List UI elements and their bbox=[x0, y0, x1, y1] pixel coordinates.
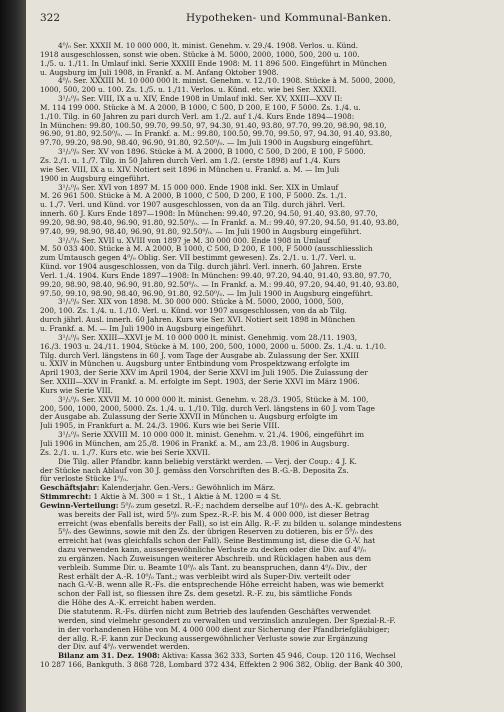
text-line bbox=[40, 405, 494, 414]
text-line bbox=[40, 60, 494, 69]
line-text: zu ergänzen. Nach Zuweisungen weiterer Abschreib. und Rücklagen haben aus dem bbox=[58, 554, 372, 563]
text-line bbox=[40, 431, 494, 440]
line-text: 5⁰/₀ zum gesetzl. R.-F.; nachdem derselbe auf 10⁰/₀ des A.-K. gebracht bbox=[118, 501, 379, 510]
line-text: 97.70, 99.20, 98.90, 98.40, 96.90, 91.80, 92.50⁰/₀. — Im Juli 1900 in Augsburg eingeführt. bbox=[40, 139, 374, 148]
line-text: schon der Fall ist, so fliessen ihre Zs. dem gesetzl. R.-F. zu, bis sämtliche Fonds bbox=[58, 590, 353, 599]
line-text: Die Tilg. aller Pfandbr. kann beliebig verstärkt werden. — Verj. der Coup.: 4 J. K. bbox=[58, 457, 357, 466]
line-text: u. Augsburg im Juli 1908, in Frankf. a. M. Anfang Oktober 1908. bbox=[40, 68, 279, 77]
text-line bbox=[40, 573, 494, 582]
text-line bbox=[40, 166, 494, 175]
line-text: M. 114 199 000. Stücke à M. A 2000, B 1000, C 500, D 200, E 100, F 5000. Zs. 1./4. u. bbox=[40, 103, 361, 112]
text-line bbox=[40, 369, 494, 378]
line-text: zum Umtausch gegen 4⁰/₀ Oblig. Ser. VII bestimmt gewesen). Zs. 2./1. u. 1./7. Verl. u. bbox=[40, 254, 357, 263]
line-text: 1918 ausgeschlossen, sonst wie oben. Stücke à M. 5000, 2000, 1000, 500, 200 u. 100. bbox=[40, 50, 360, 59]
line-text: 99.20, 98.90, 98.40, 96.90, 91.80, 92.50⁰/₀. — In Frankf. a. M.: 99.40, 97.20, 94.40, 91.40, 93.80, bbox=[40, 280, 399, 289]
book-gutter bbox=[0, 0, 26, 712]
text-line bbox=[40, 511, 494, 520]
line-text: wie Ser. VIII, IX a u. XIV. Notiert seit 1896 in München u. Frankf. a. M. — Im Juli bbox=[40, 165, 340, 174]
text-line bbox=[40, 484, 494, 493]
line-text: 96.90, 91.80, 92.50⁰/₀. — In Frankf. a. M.: 99.80, 100.50, 99.70, 99.50, 97, 94.30, 91.40, 93.80, bbox=[40, 130, 393, 139]
text-line bbox=[40, 422, 494, 431]
line-text: Verl. 1./4. 1904. Kurs Ende 1897—1908: In München: 99.40, 97.20, 94.40, 91.40, 93.80, 97.70, bbox=[40, 271, 392, 280]
text-line bbox=[40, 245, 494, 254]
text-line bbox=[40, 652, 494, 661]
text-line bbox=[40, 520, 494, 529]
text-line bbox=[40, 219, 494, 228]
line-text: M. 26 961 500. Stücke à M. A 2000, B 1000, C 500, D 200, E 100, F 5000. Zs. 1./1. bbox=[40, 192, 347, 201]
text-line bbox=[40, 475, 494, 484]
line-text: Die statutenm. R.-Fs. dürfen nicht zum Betrieb des laufenden Geschäftes verwendet bbox=[58, 608, 371, 616]
text-line bbox=[40, 528, 494, 537]
line-text: 16./3. 1903 u. 24./11. 1904, Stücke à M. 100, 200, 500, 1000, 2000 u. 5000. Zs. 1./4. u. 1./10. bbox=[40, 342, 387, 351]
text-line bbox=[40, 130, 494, 139]
line-text: innerh. 60 J. Kurs Ende 1897—1908: In München: 99.40, 97.20, 94.50, 91.40, 93.80, 97.70, bbox=[40, 210, 378, 219]
text-line bbox=[40, 104, 494, 113]
line-text: Tilg. durch Verl. längstens in 60 J. vom Tage der Ausgabe ab. Zulassung der Ser. XXIII bbox=[40, 351, 359, 360]
text-line bbox=[40, 343, 494, 352]
text-line bbox=[40, 254, 494, 263]
line-text: April 1903, der Serie XXV im April 1904, der Serie XXVI im Juli 1905. Die Zulassung der bbox=[40, 369, 368, 378]
line-text: erreicht (was ebenfalls bereits der Fall), so ist ein Allg. R.-F. zu bilden u. solange mindestens bbox=[58, 519, 402, 528]
section-label: Bilanz am 31. Dez. 1908: bbox=[58, 652, 160, 661]
line-text: Aktiva: Kassa 362 333, Sorten 45 946, Coup. 120 116, Wechsel bbox=[159, 652, 396, 661]
text-line bbox=[40, 378, 494, 387]
line-text: der Div. auf 4⁰/₀ verwendet werden. bbox=[58, 643, 190, 652]
line-text: Kurs wie Serie VIII. bbox=[40, 386, 113, 395]
text-line bbox=[40, 122, 494, 131]
text-line bbox=[40, 537, 494, 546]
line-text: was bereits der Fall ist, wird 5⁰/₀ zum Spez.-R.-F. bis M. 4 000 000, ist dieser Betrag bbox=[58, 510, 370, 519]
line-text: 3¹/₂⁰/₀ Ser. XV von 1896. Stücke à M. A 2000, B 1000, C 500, D 200, E 100, F 5000. bbox=[58, 148, 366, 157]
text-line bbox=[40, 352, 494, 361]
text-line bbox=[40, 281, 494, 290]
text-line bbox=[40, 635, 494, 644]
line-text: In München: 99.80, 100.50, 99.70, 99.50, 97, 94.30, 91.40, 93.80, 97.70, 99.20, 98.90, 98.10, bbox=[40, 121, 387, 130]
running-title: Hypotheken- und Kommunal-Banken. bbox=[186, 12, 392, 24]
text-line bbox=[40, 502, 494, 511]
line-text: 97.40, 99, 98.90, 98.40, 96.90, 91.80, 92.50⁰/₀. — Im Juli 1900 in Augsburg eingeführt. bbox=[40, 227, 362, 236]
line-text: 3¹/₂⁰/₀ Ser. XXVII M. 10 000 000 lt. minist. Genehm. v. 28./3. 1905, Stücke à M. 100, bbox=[58, 395, 369, 404]
text-line bbox=[40, 581, 494, 590]
line-text: 1 Aktie à M. 300 = 1 St., 1 Aktie à M. 1200 = 4 St. bbox=[91, 493, 282, 502]
text-line bbox=[40, 175, 494, 184]
text-line bbox=[40, 590, 494, 599]
line-text: 3¹/₂⁰/₀ Serie XXVIII M. 10 000 000 lt. minist. Genehm. v. 21./4. 1906, eingeführt im bbox=[58, 431, 365, 440]
line-text: der allg. R.-F. kann zur Deckung aussergewöhnlicher Verluste sowie zur Ergänzung bbox=[58, 634, 368, 643]
line-text: 99.20, 98.90, 98.40, 96.90, 91.80, 92.50⁰/₀. — In Frankf. a. M.: 99.40, 97.20, 94.50, 91.40, 93.80, bbox=[40, 218, 399, 227]
text-line bbox=[40, 493, 494, 502]
line-text: erreicht hat (was gleichfalls schon der Fall). Seine Bestimmung ist, diese die G.-V. hat bbox=[58, 537, 376, 546]
text-line bbox=[40, 272, 494, 281]
line-text: Zs. 2./1. u. 1./7. Kurs etc. wie bei Serie XXVII. bbox=[40, 448, 211, 457]
line-text: 3¹/₂⁰/₀ Ser. VIII, IX a u. XIV, Ende 1908 in Umlauf inkl. Ser. XV, XXIII—XXV II: bbox=[58, 95, 343, 104]
text-line bbox=[40, 210, 494, 219]
text-line bbox=[40, 387, 494, 396]
section-label: Gewinn-Verteilung: bbox=[40, 501, 119, 510]
line-text: Kalenderjahr. Gen.-Vers.: Gewöhnlich im März. bbox=[99, 484, 276, 493]
text-line bbox=[40, 396, 494, 405]
text-line bbox=[40, 157, 494, 166]
line-text: 1900 in Augsburg eingeführt. bbox=[40, 174, 150, 183]
line-text: nach G.-V.-B. wenn alle R.-Fs. die entsprechende Höhe erreicht haben, was wie bemerkt bbox=[58, 581, 384, 590]
line-text: 200, 100. Zs. 1./4. u. 1./10. Verl. u. Künd. vor 1907 ausgeschlossen, von da ab Tilg. bbox=[40, 307, 347, 316]
text-line bbox=[40, 467, 494, 476]
text-line bbox=[40, 95, 494, 104]
line-text: u. 1./7. Verl. und Künd. vor 1907 ausgeschlossen, von da an Tilg. durch jährl. Verl. bbox=[40, 201, 346, 210]
text-line bbox=[40, 77, 494, 86]
text-line bbox=[40, 316, 494, 325]
text-line bbox=[40, 334, 494, 343]
text-line bbox=[40, 42, 494, 51]
text-line bbox=[40, 617, 494, 626]
line-text: 1./5. u. 1./11. In Umlauf inkl. Serie XXXIII Ende 1908: M. 11 896 500. Eingeführt in München bbox=[40, 59, 387, 68]
text-line bbox=[40, 148, 494, 157]
text-line bbox=[40, 325, 494, 334]
line-text: 4⁰/₀ Ser. XXXII M. 10 000 000, lt. minist. Genehm. v. 29./4. 1908. Verlos. u. Künd. bbox=[58, 42, 359, 50]
text-line bbox=[40, 263, 494, 272]
text-line bbox=[40, 237, 494, 246]
text-line bbox=[40, 449, 494, 458]
line-text: werden, sind vielmehr gesondert zu verwalten und verzinslich anzulegen. Der Spezial-R.-F. bbox=[58, 616, 396, 625]
line-text: 4⁰/₀ Ser. XXXIII M. 10 000 000 lt. minist. Genehm. v. 12./10. 1908. Stücke à M. 5000, 2000, bbox=[58, 77, 396, 86]
line-text: u. Frankf. a. M. — Im Juli 1900 in Augsburg eingeführt. bbox=[40, 325, 246, 333]
text-line bbox=[40, 201, 494, 210]
text-line bbox=[40, 69, 494, 78]
text-line bbox=[40, 643, 494, 652]
line-text: die Höhe des A.-K. erreicht haben werden. bbox=[58, 599, 217, 608]
line-text: 97.50, 99.10, 98.90, 98.40, 96.90, 91.80, 92.50⁰/₀. — Im Juli 1900 in Augsburg eingeführt. bbox=[40, 289, 374, 298]
text-line bbox=[40, 307, 494, 316]
line-text: Juli 1906 in München, am 25./8. 1906 in Frankf. a. M., am 23./8. 1906 in Augsburg. bbox=[40, 439, 350, 448]
text-line bbox=[40, 626, 494, 635]
line-text: Juli 1905, in Frankfurt a. M. 24./3. 1906. Kurs wie bei Serie VIII. bbox=[40, 422, 280, 431]
line-text: in der vorhandenen Höhe von M. 4 000 000 dient zur Sicherung der Pfandbriefgläubiger; bbox=[58, 625, 390, 634]
text-line bbox=[40, 298, 494, 307]
section-label: Geschäftsjahr: bbox=[40, 484, 100, 493]
line-text: der Stücke nach Ablauf von 30 J. gemäss den Vorschriften des B.-G.-B. Deposita Zs. bbox=[40, 466, 349, 475]
line-text: M. 50 033 400. Stücke à M. A 2000, B 1000, C 500, D 200, E 100, F 5000 (ausschliesslich bbox=[40, 245, 373, 254]
page-number: 322 bbox=[40, 12, 61, 24]
line-text: 3¹/₂⁰/₀ Ser. XXIII—XXVI je M. 10 000 000 lt. minist. Genehmig. vom 28./11. 1903, bbox=[58, 333, 358, 342]
text-line bbox=[40, 86, 494, 95]
text-line bbox=[40, 564, 494, 573]
text-line bbox=[40, 360, 494, 369]
line-text: der Ausgabe ab. Zulassung der Serie XXVII in München u. Augsburg erfolgte im bbox=[40, 413, 338, 422]
line-text: 200, 500, 1000, 2000, 5000. Zs. 1./4. u. 1./10. Tilg. durch Verl. längstens in 60 J. vom Tage bbox=[40, 404, 375, 413]
line-text: durch jährl. Ausl. innerh. 60 Jahren. Kurs wie Ser. XVI. Notiert seit 1898 in München bbox=[40, 316, 356, 325]
line-text: u. XXIV in München u. Augsburg unter Entbindung vom Prospektzwang erfolgte im bbox=[40, 360, 350, 369]
line-text: für verloste Stücke 1⁰/₀. bbox=[40, 475, 129, 484]
line-text: 1000, 500, 200 u. 100. Zs. 1./5. u. 1./11. Verlos. u. Künd. etc. wie bei Ser. XXXII. bbox=[40, 86, 337, 95]
line-text: 3¹/₂⁰/₀ Ser. XVII u. XVIII von 1897 je M. 30 000 000. Ende 1908 in Umlauf bbox=[58, 236, 331, 245]
page-header bbox=[36, 12, 494, 26]
text-line bbox=[40, 413, 494, 422]
line-text: 5⁰/₀ des Gewinns, sowie mit den Zs. der übrigen Reserven zu dotieren, bis er 5⁰/₀ des bbox=[58, 528, 373, 537]
body-text bbox=[40, 42, 494, 670]
line-text: 1./10. Tilg. in 60 Jahren zu pari durch Verl. am 1./2. auf 1./4. Kurs Ende 1894—1908: bbox=[40, 112, 355, 121]
line-text: 3¹/₂⁰/₀ Ser. XVI von 1897 M. 15 000 000. Ende 1908 inkl. Ser. XIX in Umlauf bbox=[58, 183, 339, 192]
text-line bbox=[40, 192, 494, 201]
line-text: 10 287 166, Bankguth. 3 868 728, Lombard 372 434, Effekten 2 906 382, Oblig. der Bank 40 300, bbox=[40, 661, 403, 670]
line-text: dazu verwenden kann, aussergewöhnliche Verluste zu decken oder die Div. auf 4⁰/₀ bbox=[58, 546, 366, 555]
text-line bbox=[40, 113, 494, 122]
text-line bbox=[40, 608, 494, 617]
line-text: Künd. vor 1904 ausgeschlossen, von da Tilg. durch jährl. Verl. innerh. 60 Jahren. Erste bbox=[40, 263, 362, 272]
text-line bbox=[40, 228, 494, 237]
text-line bbox=[40, 51, 494, 60]
line-text: verbleib. Summe Dir. u. Beamte 10⁰/₀ als Tant. zu beanspruchen, dann 4⁰/₀ Div., der bbox=[58, 563, 367, 572]
line-text: 3¹/₂⁰/₀ Ser. XIX von 1898. M. 30 000 000. Stücke à M. 5000, 2000, 1000, 500, bbox=[58, 298, 344, 307]
section-label: Stimmrecht: bbox=[40, 493, 92, 502]
text-line bbox=[40, 599, 494, 608]
line-text: Zs. 2./1. u. 1./7. Tilg. in 50 Jahren durch Verl. am 1./2. (erste 1898) auf 1./4. Kurs bbox=[40, 156, 341, 165]
line-text: Ser. XXIII—XXV in Frankf. a. M. erfolgte im Sept. 1903, der Serie XXVI im März 1906. bbox=[40, 378, 360, 387]
text-line bbox=[40, 661, 494, 670]
text-line bbox=[40, 546, 494, 555]
line-text: Rest erhält der A.-R. 10⁰/₀ Tant.; was verbleibt wird als Super-Div. verteilt oder bbox=[58, 572, 351, 581]
text-line bbox=[40, 555, 494, 564]
text-line bbox=[40, 290, 494, 299]
text-line bbox=[40, 184, 494, 193]
text-line bbox=[40, 139, 494, 148]
text-line bbox=[40, 440, 494, 449]
text-line bbox=[40, 458, 494, 467]
